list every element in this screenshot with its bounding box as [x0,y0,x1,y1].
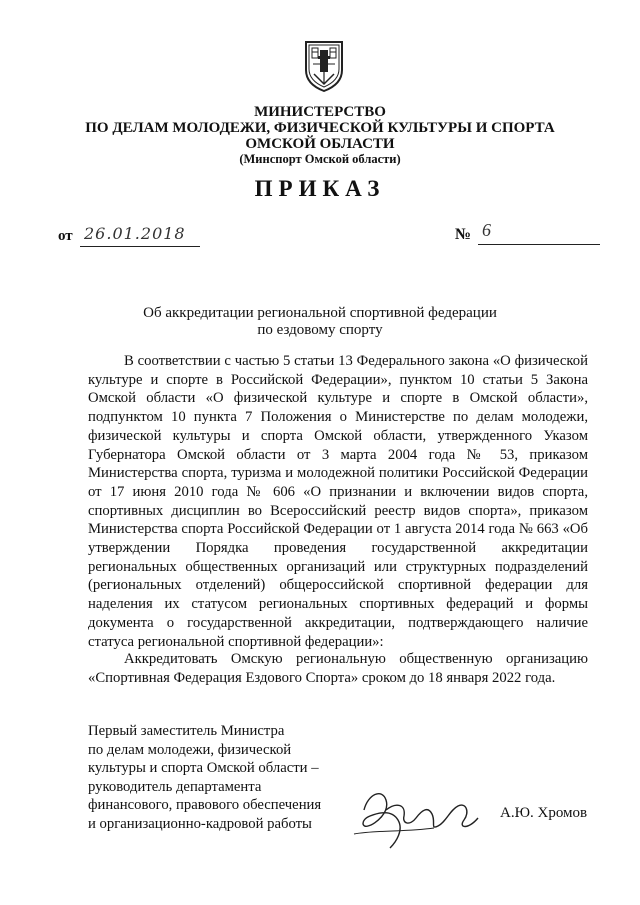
signer-title-line: финансового, правового обеспечения [88,797,322,814]
signer-title-line: культуры и спорта Омской области – [88,760,319,777]
signer-title [88,722,348,834]
number-underline [478,244,600,245]
document-title: ПРИКАЗ [254,176,386,201]
org-name-line-2: ПО ДЕЛАМ МОЛОДЕЖИ, ФИЗИЧЕСКОЙ КУЛЬТУРЫ И СПОРТА [85,120,555,136]
org-name-line-1: МИНИСТЕРСТВО [254,104,386,120]
date-underline [80,246,200,247]
preamble-paragraph: В соответствии с частью 5 статьи 13 Федерального закона «О физической культуре и спорте в Российской Федерации», пунктом 10 статьи 5 Закона Омской области «О физической культуре и спорте в Омской области», подпунктом 10 пункта 7 Положения о Министерстве по делам молодежи, физической культуры и спорта Омской области, утвержденного Указом Губернатора Омской области от 3 марта 2004 года № 53, приказом Министерства спорта, туризма и молодежной политики Российской Федерации от 17 июня 2010 года № 606 «О признании и включении видов спорта, спортивных дисциплин во Всероссийский реестр видов спорта», приказом Министерства спорта Российской Федерации от 1 августа 2014 года № 663 «Об утверждении Порядка проведения государственной аккредитации региональных общественных организаций или структурных подразделений (региональных отделений) общероссийской спортивной федерации для наделения их статусом региональных спортивных федераций и формы документа о государственной аккредитации, подтверждающего наличие статуса региональной спортивной федерации»: [88,353,588,650]
subject-line-1: Об аккредитации региональной спортивной федерации [143,305,497,321]
order-number: 6 [482,220,491,240]
signer-title-line: Первый заместитель Министра [88,723,285,739]
resolution-paragraph: Аккредитовать Омскую региональную общественную организацию «Спортивная Федерация Ездового Спорта» сроком до 18 января 2022 года. [88,651,588,686]
signer-title-line: по делам молодежи, физической [88,741,292,758]
signer-title-line: руководитель департамента [88,778,262,795]
date-prefix: от [58,228,73,244]
signer-name: А.Ю. Хромов [500,805,588,821]
org-name-line-3: ОМСКОЙ ОБЛАСТИ [245,136,395,152]
signer-title-line: и организационно-кадровой работы [88,815,312,832]
order-date: 26.01.2018 [84,224,186,243]
org-short-name: (Минспорт Омской области) [239,152,401,166]
number-prefix: № [455,226,472,243]
omsk-coat-of-arms-icon [304,40,344,92]
handwritten-signature [346,780,486,856]
subject-line-2: по ездовому спорту [257,322,383,338]
